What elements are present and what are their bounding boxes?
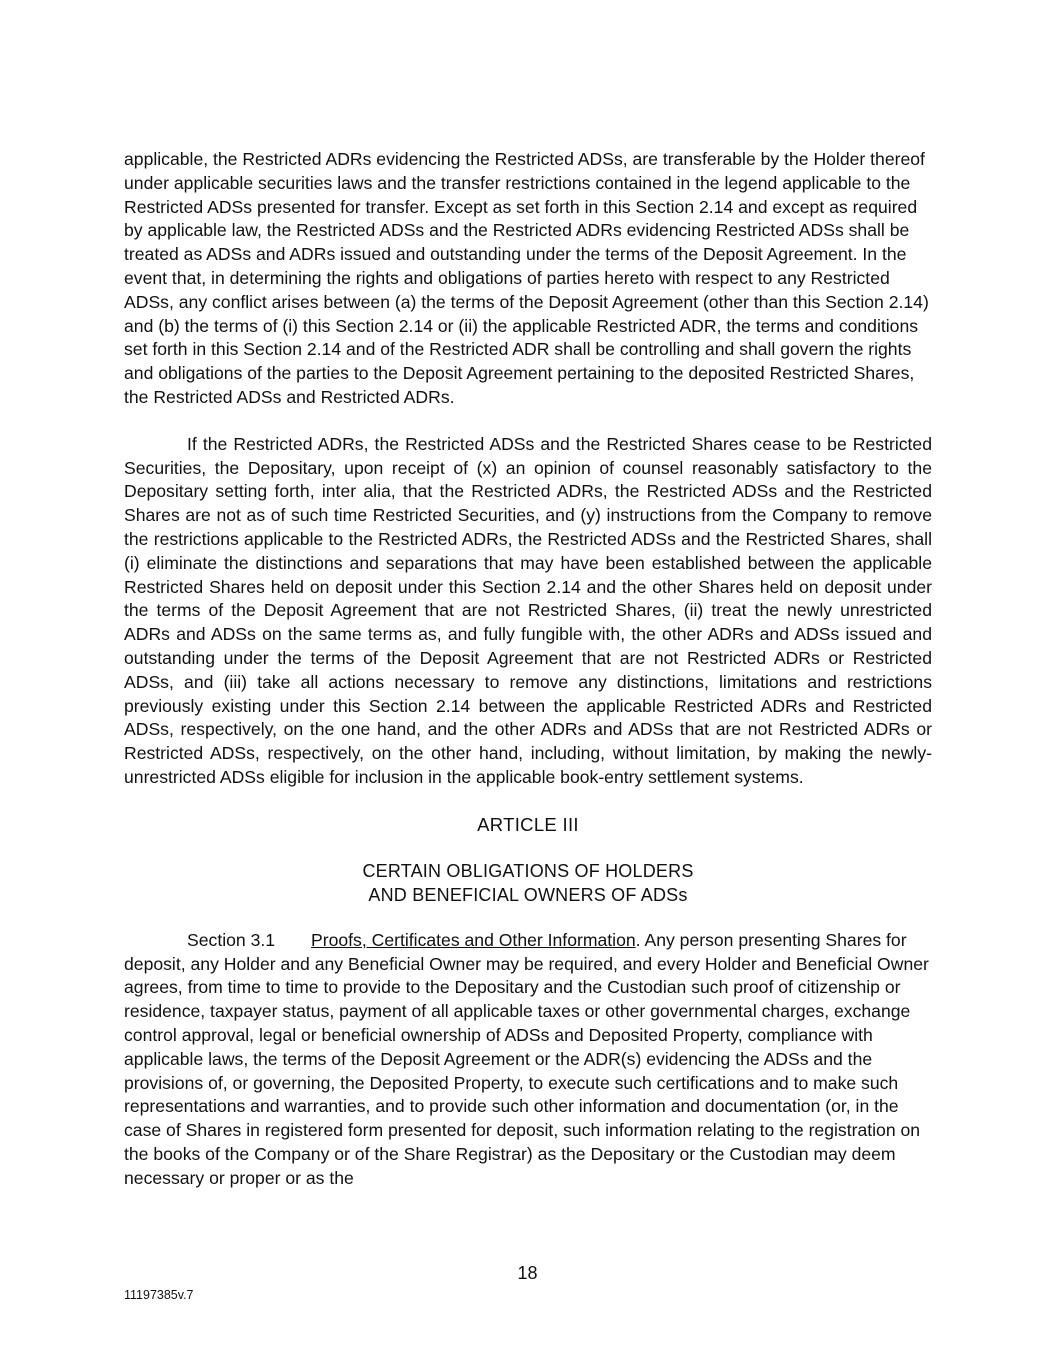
section-title-period: . [635,929,641,950]
document-id: 11197385v.7 [124,1288,194,1302]
section-number: Section 3.1 [187,929,276,950]
paragraph-restricted-securities-cease: If the Restricted ADRs, the Restricted ADSs and the Restricted Shares cease to be Restricted Securities, the Depositary, upon receipt of (x) an opinion of counsel reasonably satisfactory to the Depositary setting forth, inter alia, that the Restricted ADRs, the Restricted ADSs and the Restricted Shares are not as of such time Restricted Securities, and (y) instructions from the Company to remove the restrictions applicable to the Restricted ADRs, the Restricted ADSs and the Restricted Shares, shall (i) eliminate the distinctions and separations that may have been established between the applicable Restricted Shares held on deposit under this Section 2.14 and the other Shares held on deposit under the terms of the Deposit Agreement that are not Restricted Shares, (ii) treat the newly unrestricted ADRs and ADSs on the same terms as, and fully fungible with, the other ADRs and ADSs issued and outstanding under the terms of the Deposit Agreement that are not Restricted ADRs or Restricted ADSs, and (iii) take all actions necessary to remove any distinctions, limitations and restrictions previously existing under this Section 2.14 between the applicable Restricted ADRs and Restricted ADSs, respectively, on the one hand, and the other ADRs and ADSs that are not Restricted ADRs or Restricted ADSs, respectively, on the other hand, including, without limitation, by making the newly-unrestricted ADSs eligible for inclusion in the applicable book-entry settlement systems. [124,433,932,787]
article-subheading-line-2: AND BENEFICIAL OWNERS OF ADSs [368,884,688,905]
section-text: Any person presenting Shares for deposit, any Holder and any Beneficial Owner may be required, and every Holder and Beneficial Owner agrees, from time to time to provide to the Depositary and the Custodian such proof of citizenship or residence, taxpayer status, payment of all applicable taxes or other governmental charges, exchange control approval, legal or beneficial ownership of ADSs and Deposited Property, compliance with applicable laws, the terms of the Deposit Agreement or the ADR(s) evidencing the ADSs and the provisions of, or governing, the Deposited Property, to execute such certifications and to make such representations and warranties, and to provide such other information and documentation (or, in the case of Shares in registered form presented for deposit, such information relating to the registration on the books of the Company or of the Share Registrar) as the Depositary or the Custodian may deem necessary or proper or as the [124,929,929,1188]
article-heading: ARTICLE III [477,813,579,835]
document-body [124,148,932,1190]
article-subheading-line-1: CERTAIN OBLIGATIONS OF HOLDERS [362,860,694,881]
article-subheading [124,859,932,907]
page-number: 18 [517,1263,538,1283]
paragraph-restricted-adrs-transfer: applicable, the Restricted ADRs evidencing the Restricted ADSs, are transferable by the Holder thereof under applicable securities laws and the transfer restrictions contained in the legend applicable to the Restricted ADSs presented for transfer. Except as set forth in this Section 2.14 and except as required by applicable law, the Restricted ADSs and the Restricted ADRs evidencing Restricted ADSs shall be treated as ADSs and ADRs issued and outstanding under the terms of the Deposit Agreement. In the event that, in determining the rights and obligations of parties hereto with respect to any Restricted ADSs, any conflict arises between (a) the terms of the Deposit Agreement (other than this Section 2.14) and (b) the terms of (i) this Section 2.14 or (ii) the applicable Restricted ADR, the terms and conditions set forth in this Section 2.14 and of the Restricted ADR shall be controlling and shall govern the rights and obligations of the parties to the Deposit Agreement pertaining to the deposited Restricted Shares, the Restricted ADSs and Restricted ADRs. [124,149,929,407]
section-title: Proofs, Certificates and Other Information [311,929,636,950]
section-3-1-paragraph [124,929,932,1191]
